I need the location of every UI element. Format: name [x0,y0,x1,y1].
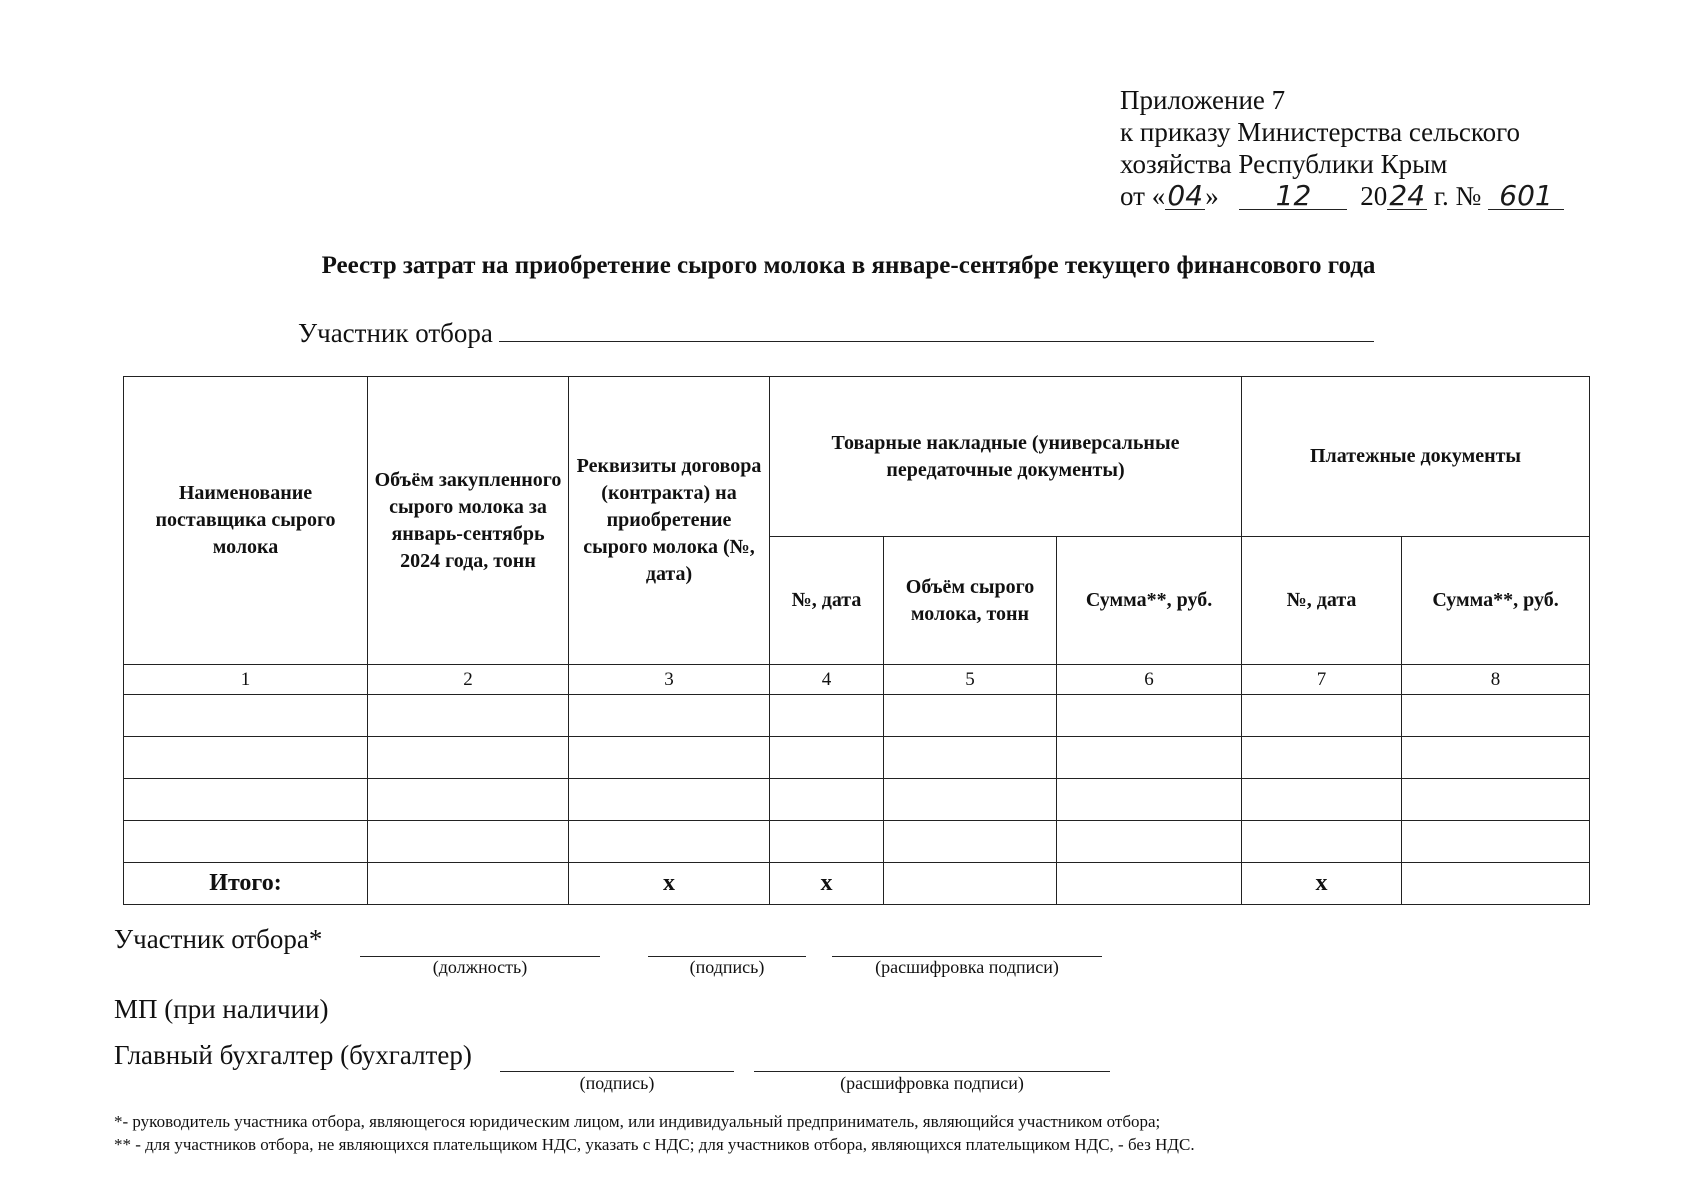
table-cell[interactable] [1402,695,1590,737]
table-cell[interactable] [884,737,1057,779]
table-cell[interactable] [569,695,770,737]
table-cell[interactable] [1402,779,1590,821]
appendix-title: Приложение 7 [1120,85,1286,115]
table-cell[interactable] [1402,863,1590,905]
table-cell[interactable] [1242,821,1402,863]
column-number: 2 [368,665,569,695]
table-cell[interactable] [770,821,884,863]
table-cell[interactable] [368,695,569,737]
year-prefix: 20 [1360,181,1388,211]
table-cell[interactable] [368,821,569,863]
table-cell[interactable] [1242,695,1402,737]
header-delivery-notes: Товарные накладные (универсальные передаточные документы) [770,377,1242,537]
table-cell[interactable] [124,779,368,821]
table-cell[interactable] [569,779,770,821]
signature-caption: (подпись) [689,957,765,977]
table-cell[interactable] [1242,737,1402,779]
date-prefix: от « [1120,181,1166,211]
total-label: Итого: [124,863,368,905]
number-prefix: г. № [1433,181,1482,211]
participant-row [298,318,1374,349]
decode-caption: (расшифровка подписи) [875,957,1059,977]
accountant-signature-caption: (подпись) [579,1073,655,1093]
registry-table [123,376,1590,905]
handwritten-year: 24 [1387,183,1427,210]
column-number: 3 [569,665,770,695]
participant-signature-label: Участник отбора* [114,924,323,954]
column-number: 8 [1402,665,1590,695]
table-cell[interactable] [124,695,368,737]
not-applicable-mark: х [770,863,884,905]
not-applicable-mark: х [569,863,770,905]
column-number-row [124,665,1590,695]
header-milk-volume: Объём закупленного сырого молока за январь-сентябрь 2024 года, тонн [368,377,569,665]
header-payment-docs: Платежные документы [1242,377,1590,537]
position-caption: (должность) [432,957,528,977]
table-cell[interactable] [124,821,368,863]
handwritten-month: 12 [1239,183,1347,210]
accountant-signature-label: Главный бухгалтер (бухгалтер) [114,1040,472,1070]
accountant-signature-line[interactable] [500,1071,734,1072]
footnote-2: ** - для участников отбора, не являющихся плательщиком НДС, указать с НДС; для участников отбора, являющихся плательщиком НДС, - без НДС. [114,1135,1195,1154]
table-cell[interactable] [368,863,569,905]
table-cell[interactable] [770,737,884,779]
not-applicable-mark: х [1242,863,1402,905]
table-cell[interactable] [884,863,1057,905]
stamp-label: МП (при наличии) [114,994,329,1024]
appendix-ministry-line: хозяйства Республики Крым [1120,149,1448,179]
table-cell[interactable] [569,737,770,779]
table-cell[interactable] [884,695,1057,737]
column-number: 5 [884,665,1057,695]
accountant-decode-caption: (расшифровка подписи) [840,1073,1024,1093]
participant-fill-line [499,321,1374,342]
header-note-volume: Объём сырого молока, тонн [884,537,1057,665]
handwritten-number: 601 [1488,183,1564,210]
table-row [124,737,1590,779]
table-cell[interactable] [770,779,884,821]
table-cell[interactable] [368,737,569,779]
appendix-order-line: к приказу Министерства сельского [1120,117,1521,147]
header-payment-sum: Сумма**, руб. [1402,537,1590,665]
table-cell[interactable] [1057,695,1242,737]
footnote-1: *- руководитель участника отбора, являющегося юридическим лицом, или индивидуальный предприниматель, являющийся участником отбора; [114,1112,1161,1131]
table-row [124,779,1590,821]
participant-label: Участник отбора [298,318,493,348]
table-cell[interactable] [1057,737,1242,779]
handwritten-day: 04 [1165,183,1205,210]
table-cell[interactable] [884,821,1057,863]
table-cell[interactable] [368,779,569,821]
date-mid: » [1205,181,1219,211]
column-number: 4 [770,665,884,695]
header-payment-number-date: №, дата [1242,537,1402,665]
header-note-sum: Сумма**, руб. [1057,537,1242,665]
column-number: 6 [1057,665,1242,695]
total-row [124,863,1590,905]
column-number: 7 [1242,665,1402,695]
table-cell[interactable] [1402,821,1590,863]
document-title: Реестр затрат на приобретение сырого молока в январе-сентябре текущего финансового года [321,252,1376,279]
order-date-line [1120,180,1564,212]
table-cell[interactable] [1057,821,1242,863]
table-cell[interactable] [1057,779,1242,821]
table-cell[interactable] [770,695,884,737]
table-cell[interactable] [124,737,368,779]
header-note-number-date: №, дата [770,537,884,665]
table-row [124,821,1590,863]
table-cell[interactable] [884,779,1057,821]
accountant-decode-line[interactable] [754,1071,1110,1072]
header-contract-details: Реквизиты договора (контракта) на приобретение сырого молока (№, дата) [569,377,770,665]
table-cell[interactable] [1242,779,1402,821]
table-cell[interactable] [1402,737,1590,779]
table-row [124,695,1590,737]
table-cell[interactable] [569,821,770,863]
table-cell[interactable] [1057,863,1242,905]
header-supplier-name: Наименование поставщика сырого молока [124,377,368,665]
column-number: 1 [124,665,368,695]
